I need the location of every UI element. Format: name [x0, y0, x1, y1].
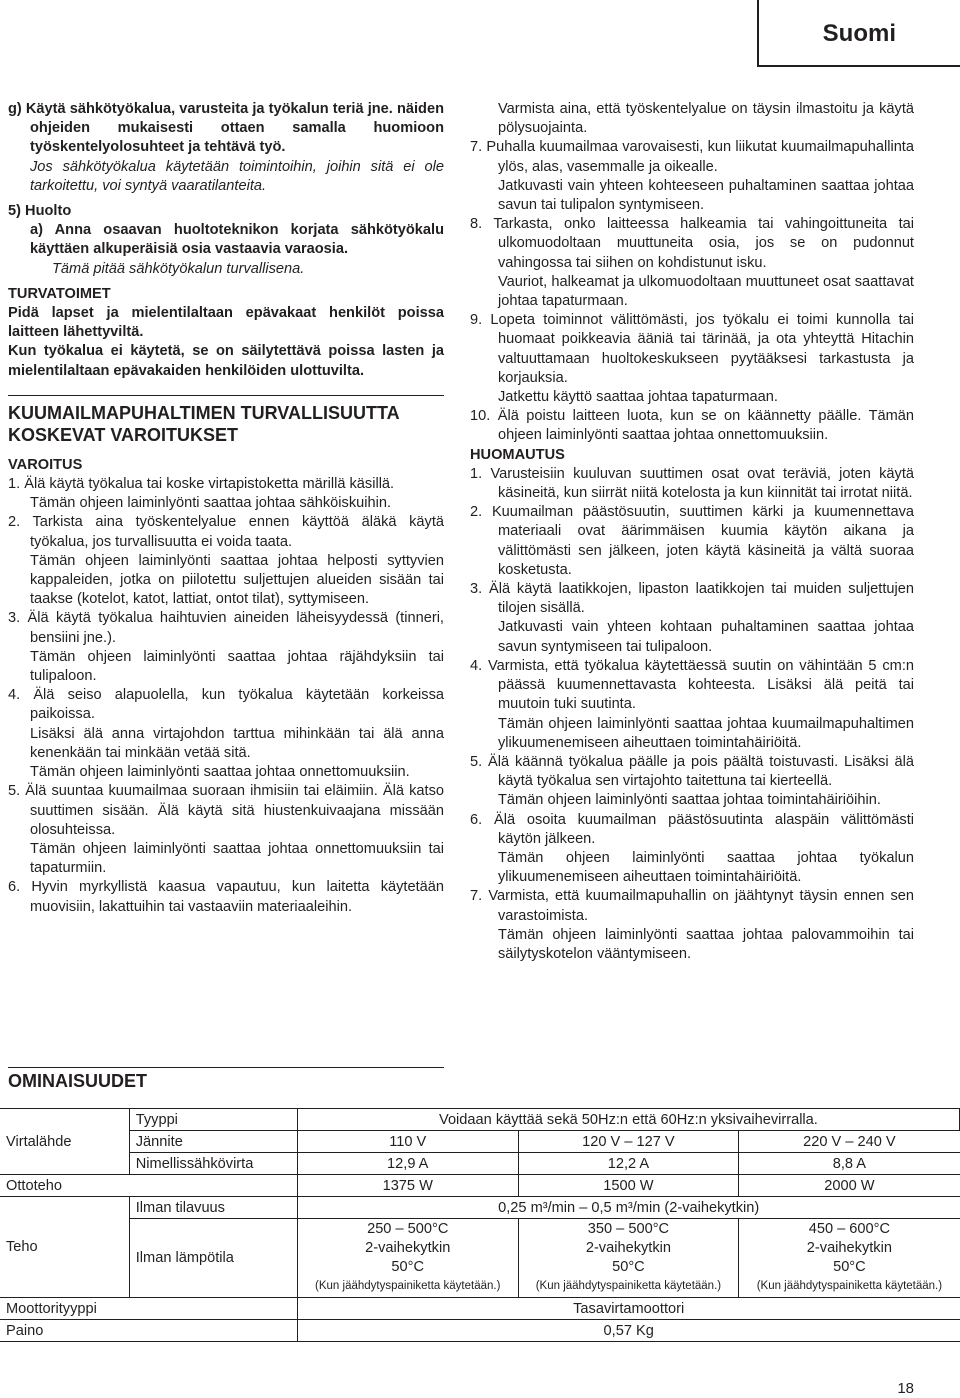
note-item [470, 811, 914, 888]
spec-value-virta: 12,2 A [518, 1153, 739, 1175]
item-6-continued: Varmista aina, että työskentelyalue on täysin ilmastoitu ja käytä pölysuojainta. [498, 101, 914, 137]
note-item [470, 657, 914, 753]
warning-item-text: 5. Älä suuntaa kuumailmaa suoraan ihmisiin tai eläimiin. Älä katso suuttimen sisään. Älä käytä sitä hiustenkuivaajana missään olosuhteissa. [8, 783, 444, 838]
section-5-title: 5) Huolto [8, 203, 72, 220]
spec-value-tyyppi: Voidaan käyttää sekä 50Hz:n että 60Hz:n yksivaihevirralla. [297, 1109, 959, 1131]
spec-value-moottori: Tasavirtamoottori [297, 1298, 959, 1320]
warning-item-extra: Tämän ohjeen laiminlyönti saattaa johtaa räjähdyksiin tai tulipaloon. [30, 648, 444, 685]
spec-label-paino: Paino [0, 1320, 297, 1342]
turvatoimet-1: Pidä lapset ja mielentilaltaan epävakaat henkilöt poissa laitteen lähettyviltä. [8, 305, 444, 341]
section-heading: KUUMAILMAPUHALTIMEN TURVALLISUUTTA KOSKEVAT VAROITUKSET [8, 402, 399, 445]
warning-item-text: 7. Puhalla kuumailmaa varovaisesti, kun liikutat kuumailmapuhallinta ylös, alas, vasemmalle ja oikealle. [470, 139, 914, 175]
warning-item-extra: Jatkettu käyttö saattaa johtaa tapaturmaan. [498, 389, 778, 406]
varoitus-title: VAROITUS [8, 456, 83, 473]
warning-item-text: 4. Älä seiso alapuolella, kun työkalua käytetään korkeissa paikoissa. [8, 687, 444, 723]
turvatoimet-title: TURVATOIMET [8, 285, 111, 302]
warning-item-extra: Jatkuvasti vain yhteen kohteeseen puhaltaminen saattaa johtaa savun tai tulipalon syntymiseen. [498, 177, 914, 214]
spec-label-jannite: Jännite [129, 1131, 297, 1153]
spec-label-virta: Nimellissähkövirta [129, 1153, 297, 1175]
warning-item-text: 2. Tarkista aina työskentelyalue ennen käyttöä äläkä käytä työkalua, jos turvallisuutta ei voida taata. [8, 514, 444, 550]
warning-item [8, 513, 444, 609]
left-column [8, 100, 444, 917]
spec-value-lampotila: 350 – 500°C 2-vaihekytkin 50°C (Kun jäähdytyspainiketta käytetään.) [518, 1219, 739, 1298]
spec-value-jannite: 220 V – 240 V [739, 1131, 960, 1153]
note-item-text: 6. Älä osoita kuumailman päästösuutinta alaspäin välittömästi käytön jälkeen. [470, 811, 914, 847]
note-item [470, 580, 914, 657]
spec-value-lampotila: 250 – 500°C 2-vaihekytkin 50°C (Kun jäähdytyspainiketta käytetään.) [297, 1219, 518, 1298]
language-label: Suomi [822, 20, 896, 47]
spec-label-lampotila: Ilman lämpötila [129, 1219, 297, 1298]
spec-value-ottoteho: 1375 W [297, 1175, 518, 1197]
warning-item-text: 6. Hyvin myrkyllistä kaasua vapautuu, kun laitetta käytetään muovisiin, lakattuihin tai vastaaviin materiaaleihin. [8, 879, 444, 915]
table-row [0, 1175, 960, 1197]
spec-divider [8, 1067, 444, 1068]
huomautus-title: HUOMAUTUS [470, 446, 565, 463]
warning-item-extra: Lisäksi älä anna virtajohdon tarttua mihinkään tai älä anna kenenkään tai minkään vetää sitä. [30, 725, 444, 761]
spec-value-jannite: 120 V – 127 V [518, 1131, 739, 1153]
warning-item [470, 311, 914, 407]
item-5a: a) Anna osaavan huoltoteknikon korjata sähkötyökalu käyttäen alkuperäisiä osia vastaavia varaosia. [30, 222, 444, 258]
spec-value-virta: 8,8 A [739, 1153, 960, 1175]
spec-label-teho: Teho [0, 1197, 129, 1298]
warning-item [470, 138, 914, 215]
warning-item-extra: Tämän ohjeen laiminlyönti saattaa johtaa onnettomuuksiin. [30, 764, 410, 781]
warning-item-extra: Tämän ohjeen laiminlyönti saattaa johtaa helposti syttyvien kappaleiden, jotka on piilotettu suljettujen alueiden sisään tai taakse (kotelot, katot, lattiat, ontot tilat), syttymiseen. [30, 552, 444, 608]
warning-item [8, 686, 444, 782]
note-item [470, 753, 914, 811]
warning-item [8, 609, 444, 686]
spec-value-ottoteho: 1500 W [518, 1175, 739, 1197]
note-item-text: 1. Varusteisiin kuuluvan suuttimen osat ovat teräviä, joten käytä käsineitä, kun siirrät niitä kotelosta ja kun kiinnität tai irrotat niitä. [470, 465, 914, 502]
note-item-text: 3. Älä käytä laatikkojen, lipaston laatikkojen tai muiden suljettujen tilojen sisällä. [470, 581, 914, 617]
warning-item-text: 3. Älä käytä työkalua haihtuvien aineiden läheisyydessä (tinneri, bensiini jne.). [8, 610, 444, 646]
specs-table [0, 1108, 960, 1342]
table-row [0, 1197, 960, 1219]
note-item-extra: Tämän ohjeen laiminlyönti saattaa johtaa työkalun ylikuumenemiseen aiheuttaen toimintahäiriöitä. [498, 849, 914, 886]
warning-item-text: 10. Älä poistu laitteen luota, kun se on käännetty päälle. Tämän ohjeen laiminlyönti saattaa johtaa onnettomuuksiin. [470, 408, 914, 444]
warning-item [8, 878, 444, 916]
warning-item-extra: Tämän ohjeen laiminlyönti saattaa johtaa sähköiskuihin. [30, 495, 392, 512]
spec-value-paino: 0,57 Kg [297, 1320, 959, 1342]
warning-item-text: 8. Tarkasta, onko laitteessa halkeamia tai vahingoittuneita tai ulkomuodoltaan muuttuneita osia, jos se on pudonnut vahingossa tai siihen on kohdistunut isku. [470, 216, 914, 271]
note-item-extra: Tämän ohjeen laiminlyönti saattaa johtaa palovammoihin tai säilytyskotelon vääntymiseen. [498, 926, 914, 962]
table-row [0, 1219, 960, 1298]
item-g-title: g) Käytä sähkötyökalua, varusteita ja työkalun teriä jne. näiden ohjeiden mukaisesti ottaen samalla huomioon työskentelyolosuhteet ja tehtävä työ. [8, 101, 444, 156]
spec-value-tilavuus: 0,25 m³/min – 0,5 m³/min (2-vaihekytkin) [297, 1197, 959, 1219]
spec-value-virta: 12,9 A [297, 1153, 518, 1175]
warning-item [470, 215, 914, 311]
turvatoimet-2: Kun työkalua ei käytetä, se on säilytettävä poissa lasten ja mielentilaltaan epävakaiden henkilöiden ulottuvilta. [8, 343, 444, 379]
item-5a-note: Tämä pitää sähkötyökalun turvallisena. [52, 260, 305, 277]
warning-item-extra: Vauriot, halkeamat ja ulkomuodoltaan muuttuneet osat saattavat johtaa tapaturmaan. [498, 273, 914, 310]
specs-title: OMINAISUUDET [8, 1071, 147, 1091]
note-item [470, 465, 914, 503]
spec-label-moottori: Moottorityyppi [0, 1298, 297, 1320]
warning-item [8, 782, 444, 878]
warning-item-extra: Tämän ohjeen laiminlyönti saattaa johtaa onnettomuuksiin tai tapaturmiin. [30, 840, 444, 877]
page-number: 18 [897, 1380, 914, 1397]
warning-item [8, 475, 444, 513]
table-row [0, 1298, 960, 1320]
divider [8, 395, 444, 396]
warning-item [470, 407, 914, 445]
note-item [470, 887, 914, 964]
table-row [0, 1153, 960, 1175]
note-item-text: 2. Kuumailman päästösuutin, suuttimen kärki ja kuumennettava materiaali ovat äärimmäisen kuumia käytön aikana ja välittömästi sen jälkeen, joten käytä käsineitä ja vältä suoraa kosketusta. [470, 504, 914, 578]
note-item-extra: Tämän ohjeen laiminlyönti saattaa johtaa kuumailmapuhaltimen ylikuumenemiseen aiheuttaen toimintahäiriöitä. [498, 715, 914, 751]
note-item [470, 503, 914, 580]
note-item-extra: Jatkuvasti vain yhteen kohtaan puhaltaminen saattaa johtaa savun syntymiseen tai tulipaloon. [498, 619, 914, 655]
note-item-text: 5. Älä käännä työkalua päälle ja pois päältä toistuvasti. Lisäksi älä käytä työkalua sen virtajohto taitettuna tai kierteellä. [470, 753, 915, 790]
spec-label-tilavuus: Ilman tilavuus [129, 1197, 297, 1219]
table-row [0, 1131, 960, 1153]
item-g-text: Jos sähkötyökalua käytetään toimintoihin, joihin sitä ei ole tarkoitettu, voi syntyä vaaratilanteita. [30, 158, 444, 194]
spec-label-tyyppi: Tyyppi [129, 1109, 297, 1131]
right-column [470, 100, 914, 964]
spec-label-virtalahde: Virtalähde [0, 1109, 129, 1175]
table-row [0, 1109, 960, 1131]
note-item-text: 4. Varmista, että työkalua käytettäessä suutin on vähintään 5 cm:n päässä kuumennettavasta kohteesta. Lisäksi älä peitä tai muutoin tuki suutinta. [470, 657, 914, 713]
spec-value-jannite: 110 V [297, 1131, 518, 1153]
note-item-extra: Tämän ohjeen laiminlyönti saattaa johtaa toimintahäiriöihin. [498, 792, 881, 809]
spec-label-ottoteho: Ottoteho [0, 1175, 297, 1197]
warning-item-text: 9. Lopeta toiminnot välittömästi, jos työkalu ei toimi kunnolla tai huomaat poikkeavia ääniä tai tärinää, ja ota yhteyttä Hitachin valtuuttamaan huoltokeskukseen pyytääksesi tarkastusta ja korjauksia. [470, 312, 914, 386]
spec-value-ottoteho: 2000 W [739, 1175, 960, 1197]
warning-item-text: 1. Älä käytä työkalua tai koske virtapistoketta märillä käsillä. [8, 476, 395, 493]
note-item-text: 7. Varmista, että kuumailmapuhallin on jäähtynyt täysin ennen sen varastoimista. [470, 888, 914, 924]
table-row [0, 1320, 960, 1342]
spec-value-lampotila: 450 – 600°C 2-vaihekytkin 50°C (Kun jäähdytyspainiketta käytetään.) [739, 1219, 960, 1298]
language-tab [757, 0, 960, 67]
